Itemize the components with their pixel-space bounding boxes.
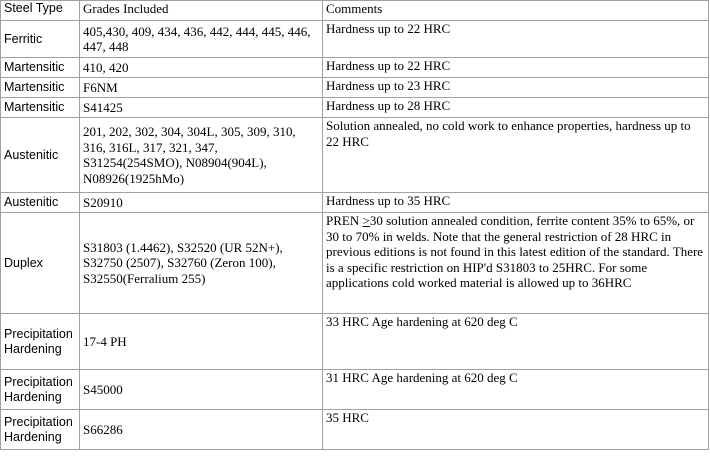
comments-prefix: PREN [326,213,363,228]
comments-cell: Hardness up to 22 HRC [323,58,709,78]
table-row [1,314,709,370]
grades-cell: 410, 420 [80,58,323,78]
greater-equal-symbol: > [362,213,370,228]
table-row [1,213,709,314]
steel-type-cell: Martensitic [1,98,80,118]
table-row [1,21,709,58]
comments-cell: Hardness up to 22 HRC [323,21,709,58]
grades-cell: S31803 (1.4462), S32520 (UR 52N+), S32750 (2507), S32760 (Zeron 100), S32550(Ferralium 255) [80,213,323,314]
comments-cell: 35 HRC [323,410,709,450]
grades-cell: 17-4 PH [80,314,323,370]
comments-cell: Hardness up to 35 HRC [323,193,709,213]
table-row [1,370,709,410]
steel-type-cell: Precipitation Hardening [1,314,80,370]
grades-cell: 405,430, 409, 434, 436, 442, 444, 445, 446, 447, 448 [80,21,323,58]
comments-cell: Hardness up to 23 HRC [323,78,709,98]
steel-type-cell: Austenitic [1,118,80,193]
header-comments: Comments [323,1,709,21]
steel-type-cell: Austenitic [1,193,80,213]
steel-type-cell: Precipitation Hardening [1,370,80,410]
steel-type-cell: Martensitic [1,58,80,78]
grades-cell: S20910 [80,193,323,213]
comments-cell: 33 HRC Age hardening at 620 deg C [323,314,709,370]
grades-cell: F6NM [80,78,323,98]
table-row [1,193,709,213]
header-grades-included: Grades Included [80,1,323,21]
comments-cell: 31 HRC Age hardening at 620 deg C [323,370,709,410]
steel-type-cell: Precipitation Hardening [1,410,80,450]
comments-cell: Hardness up to 28 HRC [323,98,709,118]
table-row [1,410,709,450]
header-row [1,1,709,21]
table-row [1,58,709,78]
table-row [1,98,709,118]
header-steel-type: Steel Type [1,1,80,21]
comments-cell: Solution annealed, no cold work to enhance properties, hardness up to 22 HRC [323,118,709,193]
steel-type-cell: Ferritic [1,21,80,58]
steel-type-cell: Martensitic [1,78,80,98]
grades-cell: 201, 202, 302, 304, 304L, 305, 309, 310, 316, 316L, 317, 321, 347, S31254(254SMO), N08904(904L), N08926(1925hMo) [80,118,323,193]
grades-cell: S41425 [80,98,323,118]
steel-type-cell: Duplex [1,213,80,314]
table-row [1,118,709,193]
grades-cell: S66286 [80,410,323,450]
comments-text: 30 solution annealed condition, ferrite content 35% to 65%, or 30 to 70% in welds. Note that the general restriction of 28 HRC in previous editions is not found in this latest edition of the standard. There is a specific restriction on HIP'd S31803 to 25HRC. For some applications cold worked material is allowed up to 36HRC [326,213,704,290]
grades-cell: S45000 [80,370,323,410]
comments-cell [323,213,709,314]
table-row [1,78,709,98]
